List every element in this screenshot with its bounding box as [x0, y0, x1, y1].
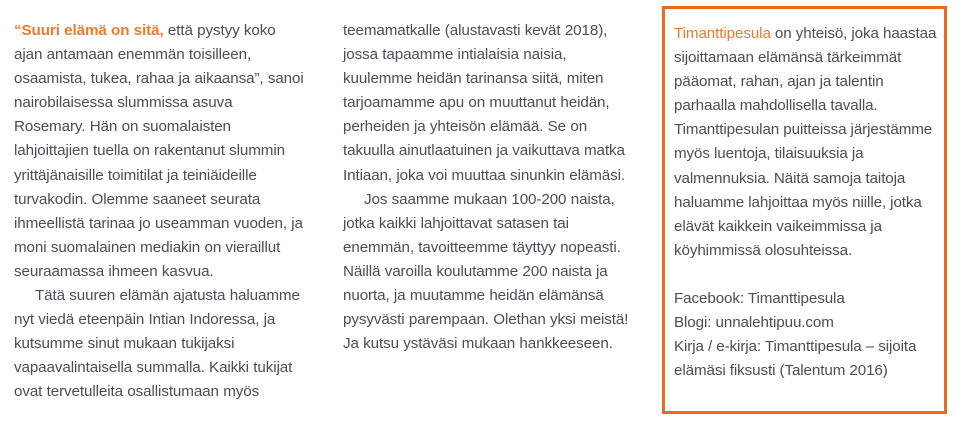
- contact-book: Kirja / e-kirja: Timanttipesula – sijoita elämäsi fiksusti (Talentum 2016): [674, 338, 917, 380]
- column1-paragraph-1: [14, 19, 304, 284]
- text-column-2: [343, 19, 635, 356]
- contact-facebook: Facebook: Timanttipesula: [674, 290, 845, 308]
- info-box-body: on yhteisö, joka haastaa sijoittamaan elämänsä tärkeimmät pääomat, rahan, ajan ja talentin parhaalla mahdollisella tavalla. Timanttipesulan puitteissa järjestämme myös luentoja, tilaisuuksia ja valmennuksia. Näitä samoja taitoja haluamme lahjoittaa myös niille, jotka elävät kaikkein vaikeimmissa ja köyhimmissä olosuhteissa.: [674, 25, 937, 259]
- column2-paragraph-2: Jos saamme mukaan 100-200 naista, jotka kaikki lahjoittavat satasen tai enemmän, tavoitteemme täyttyy nopeasti. Näillä varoilla koulutamme 200 naista ja nuorta, ja muutamme heidän elämänsä pysyvästi parempaan. Olethan yksi meistä! Ja kutsu ystäväsi mukaan hankkeeseen.: [343, 190, 629, 353]
- text-column-1: [14, 19, 304, 405]
- info-box: [662, 6, 947, 414]
- column1-paragraph-1-body: että pystyy koko ajan antamaan enemmän toisilleen, osaamista, tukea, rahaa ja aikaansa”, sanoi nairobilaisessa slummissa asuva Rosemary. Hän on suomalaisten lahjoittajien tuella on rakentanut slummin yrittäjänaisille toimitilat ja teiniäideille turvakodin. Olemme saaneet seurata ihmeellistä tarinaa jo useamman vuoden, ja moni suomalainen mediakin on vieraillut seuraamassa ihmeen kasvua.: [14, 22, 304, 280]
- column1-paragraph-2: Tätä suuren elämän ajatusta haluamme nyt viedä eteenpäin Intian Indoressa, ja kutsumme sinut mukaan tukijaksi vapaavalintaisella summalla. Kaikki tukijat ovat tervetulleita osallistumaan myös: [14, 287, 300, 401]
- column2-paragraph-1: teemamatkalle (alustavasti kevät 2018), jossa tapaamme intialaisia naisia, kuulemme heidän tarinansa siitä, miten tarjoamamme apu on muuttanut heidän, perheiden ja yhteisön elämää. Se on takuulla ainutlaatuinen ja vaikuttava matka Intiaan, joka voi muuttaa sinunkin elämäsi.: [343, 22, 626, 184]
- lead-in-quote: “Suuri elämä on sitä,: [14, 22, 164, 39]
- info-box-content: [674, 22, 940, 383]
- contact-blog: Blogi: unnalehtipuu.com: [674, 314, 834, 332]
- info-box-paragraph: [674, 22, 940, 263]
- brand-name: Timanttipesula: [674, 25, 771, 42]
- contact-block: [674, 287, 940, 383]
